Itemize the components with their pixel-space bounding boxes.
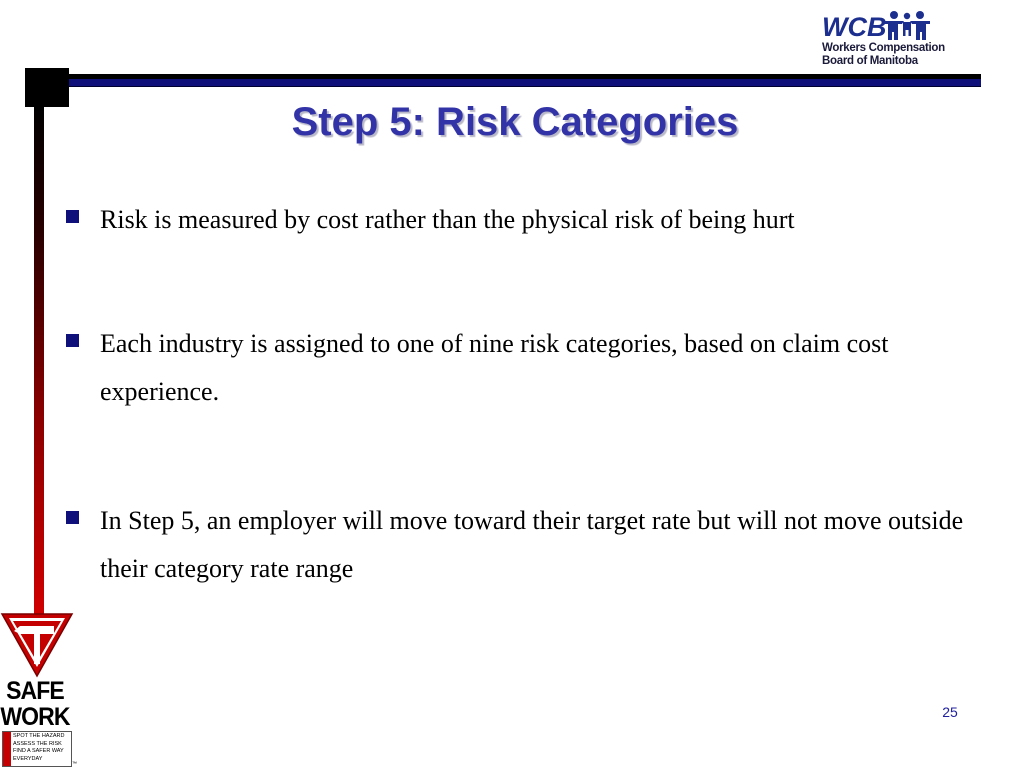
bullet-text: In Step 5, an employer will move toward their target rate but will not move outside their category rate range [100, 506, 964, 583]
wcb-logo [820, 10, 970, 72]
wcb-mark-text: WCB [822, 12, 887, 42]
wcb-name-line2: Board of Manitoba [822, 55, 918, 67]
wcb-name-line1: Workers Compensation [822, 42, 945, 54]
top-rule-accent [69, 79, 981, 87]
safe-strip [3, 732, 11, 766]
bullet-text: Risk is measured by cost rather than the physical risk of being hurt [100, 205, 795, 234]
trademark-symbol: ™ [72, 761, 77, 767]
safe-tagline [2, 731, 72, 767]
tagline-line: FIND A SAFER WAY [13, 748, 64, 754]
bullet-text: Each industry is assigned to one of nine risk categories, based on claim cost experience. [100, 329, 889, 406]
slide-title: Step 5: Risk Categories [291, 100, 739, 144]
wcb-name [822, 42, 945, 68]
work-word: WORK [0, 703, 70, 731]
safe-work-logo [0, 612, 78, 768]
people-figures-icon [884, 11, 930, 40]
tagline-line: ASSESS THE RISK [13, 740, 62, 747]
hammer-triangle-icon [0, 612, 74, 678]
safe-word: SAFE [6, 677, 64, 705]
square-bullet-icon [66, 334, 79, 347]
wcb-mark-icon [822, 10, 932, 42]
tagline-line: SPOT THE HAZARD [13, 733, 65, 739]
tagline-line: EVERYDAY [13, 755, 43, 762]
page-number: 25 [942, 704, 958, 720]
side-bar [34, 107, 44, 620]
safe-tagline-lines [13, 733, 64, 763]
square-bullet-icon [66, 210, 79, 223]
square-bullet-icon [66, 511, 79, 524]
